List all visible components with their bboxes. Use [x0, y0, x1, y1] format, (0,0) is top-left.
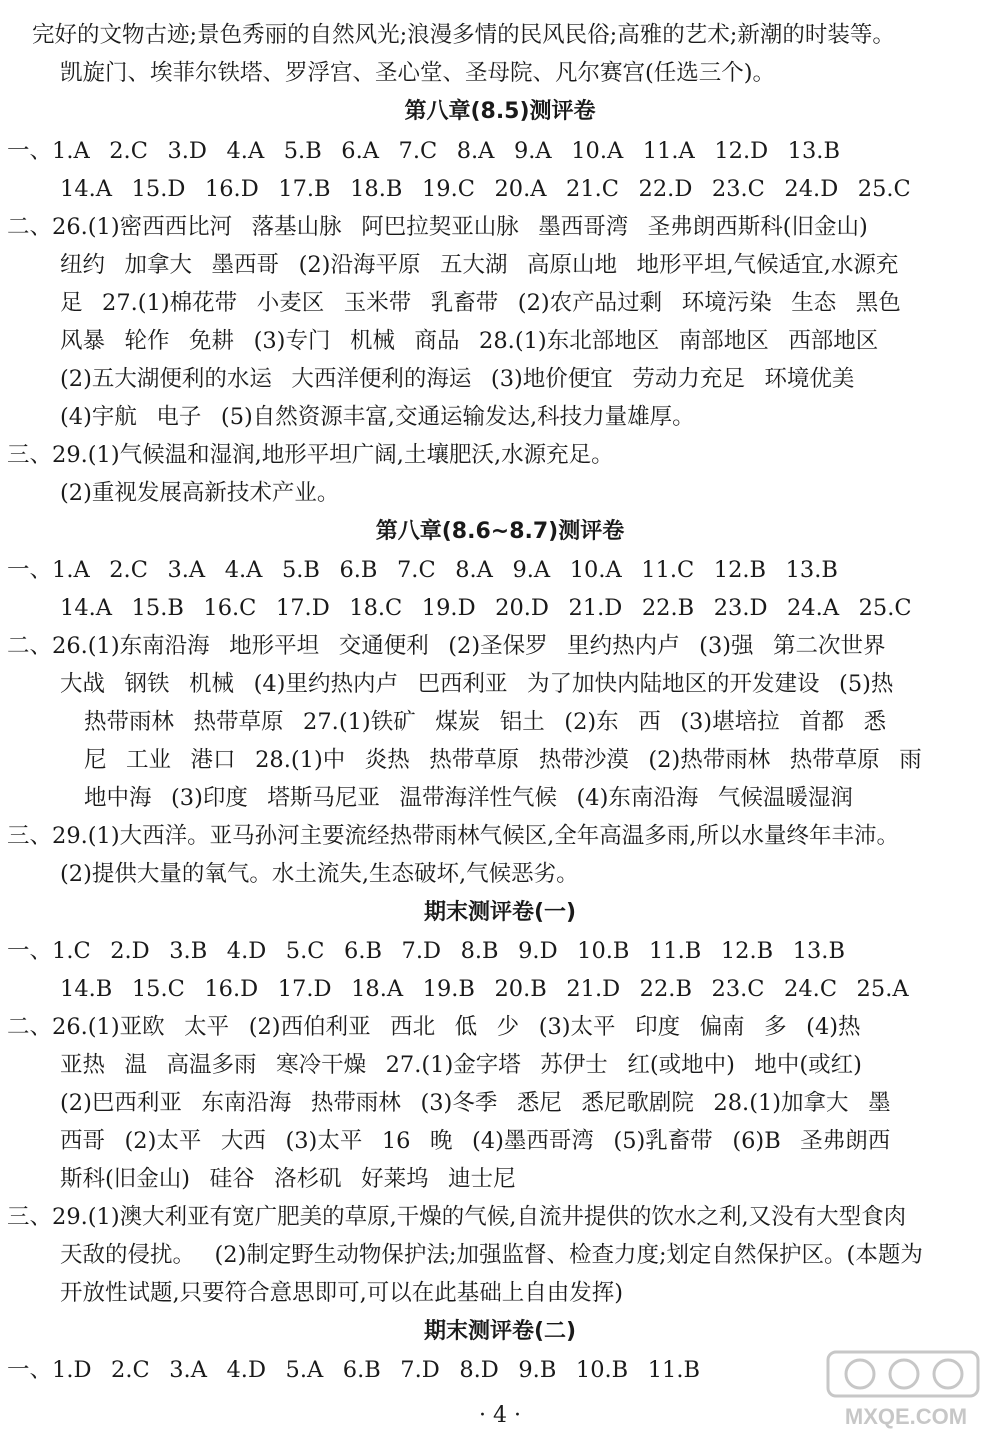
answer-line: (2)提供大量的氧气。水土流失,生态破坏,气候恶劣。 [60, 861, 579, 887]
watermark-text: MXQE.COM [844, 1404, 968, 1429]
answer-line: 天敌的侵扰。 (2)制定野生动物保护法;加强监督、检查力度;划定自然保护区。(本题为 [60, 1242, 923, 1268]
answer-line: 足 27.(1)棉花带 小麦区 玉米带 乳畜带 (2)农产品过剩 环境污染 生态 黑色 [60, 290, 901, 316]
answer-line: (2)五大湖便利的水运 大西洋便利的海运 (3)地价便宜 劳动力充足 环境优美 [60, 366, 855, 392]
answer-line: 三、29.(1)大西洋。亚马孙河主要流经热带雨林气候区,全年高温多雨,所以水量终年丰沛。 [7, 823, 899, 849]
answer-line: 三、29.(1)澳大利亚有宽广肥美的草原,干燥的气候,自流井提供的饮水之利,又没有大型食肉 [7, 1204, 907, 1230]
answer-line: 三、29.(1)气候温和湿润,地形平坦广阔,土壤肥沃,水源充足。 [7, 442, 614, 468]
answer-line: 热带雨林 热带草原 27.(1)铁矿 煤炭 铝土 (2)东 西 (3)堪培拉 首都 悉 [84, 709, 887, 735]
section-title: 第八章(8.5)测评卷 [404, 99, 596, 124]
answer-line: 二、26.(1)东南沿海 地形平坦 交通便利 (2)圣保罗 里约热内卢 (3)强 第二次世界 [7, 633, 886, 659]
answer-line: 二、26.(1)密西西比河 落基山脉 阿巴拉契亚山脉 墨西哥湾 圣弗朗西斯科(旧金山) [7, 214, 868, 240]
answer-line: (4)宇航 电子 (5)自然资源丰富,交通运输发达,科技力量雄厚。 [60, 404, 695, 430]
answer-line: 大战 钢铁 机械 (4)里约热内卢 巴西利亚 为了加快内陆地区的开发建设 (5)热 [60, 671, 894, 697]
answer-line: 14.A 15.B 16.C 17.D 18.C 19.D 20.D 21.D 22.B 23.D 24.A 25.C [60, 595, 912, 621]
answer-line: 14.A 15.D 16.D 17.B 18.B 19.C 20.A 21.C 22.D 23.C 24.D 25.C [60, 176, 911, 202]
answer-line: 二、26.(1)亚欧 太平 (2)西伯利亚 西北 低 少 (3)太平 印度 偏南 多 (4)热 [7, 1014, 861, 1040]
answer-line: 尼 工业 港口 28.(1)中 炎热 热带草原 热带沙漠 (2)热带雨林 热带草原 雨 [84, 747, 922, 773]
page-number: · 4 · [479, 1403, 521, 1428]
answer-line: 14.B 15.C 16.D 17.D 18.A 19.B 20.B 21.D 22.B 23.C 24.C 25.A [60, 976, 909, 1002]
answer-line: 纽约 加拿大 墨西哥 (2)沿海平原 五大湖 高原山地 地形平坦,气候适宜,水源充 [60, 252, 899, 278]
section-title: 期末测评卷(二) [423, 1319, 577, 1344]
section-title: 期末测评卷(一) [423, 900, 577, 925]
answer-line: 一、1.D 2.C 3.A 4.D 5.A 6.B 7.D 8.D 9.B 10.B 11.B [7, 1357, 701, 1383]
answer-line: 一、1.A 2.C 3.A 4.A 5.B 6.B 7.C 8.A 9.A 10.A 11.C 12.B 13.B [7, 557, 838, 583]
answer-line: 一、1.C 2.D 3.B 4.D 5.C 6.B 7.D 8.B 9.D 10.B 11.B 12.B 13.B [7, 938, 845, 964]
answer-line: 风暴 轮作 免耕 (3)专门 机械 商品 28.(1)东北部地区 南部地区 西部地区 [60, 328, 879, 354]
answer-line: 亚热 温 高温多雨 寒冷干燥 27.(1)金字塔 苏伊士 红(或地中) 地中(或红) [60, 1052, 862, 1078]
answer-line: (2)巴西利亚 东南沿海 热带雨林 (3)冬季 悉尼 悉尼歌剧院 28.(1)加拿大 墨 [60, 1090, 891, 1116]
answer-line: 斯科(旧金山) 硅谷 洛杉矶 好莱坞 迪士尼 [60, 1166, 516, 1192]
answer-line: 开放性试题,只要符合意思即可,可以在此基础上自由发挥) [60, 1280, 624, 1306]
answer-line: 凯旋门、埃菲尔铁塔、罗浮宫、圣心堂、圣母院、凡尔赛宫(任选三个)。 [60, 60, 776, 86]
answer-line: 西哥 (2)太平 大西 (3)太平 16 晚 (4)墨西哥湾 (5)乳畜带 (6)B 圣弗朗西 [60, 1128, 891, 1154]
answer-line: (2)重视发展高新技术产业。 [60, 480, 340, 506]
answer-line: 一、1.A 2.C 3.D 4.A 5.B 6.A 7.C 8.A 9.A 10.A 11.A 12.D 13.B [7, 138, 840, 164]
answer-line: 地中海 (3)印度 塔斯马尼亚 温带海洋性气候 (4)东南沿海 气候温暖湿润 [84, 785, 853, 811]
section-title: 第八章(8.6~8.7)测评卷 [375, 519, 625, 544]
watermark-logo [820, 1348, 990, 1432]
answer-line: 完好的文物古迹;景色秀丽的自然风光;浪漫多情的民风民俗;高雅的艺术;新潮的时装等。 [32, 22, 895, 48]
